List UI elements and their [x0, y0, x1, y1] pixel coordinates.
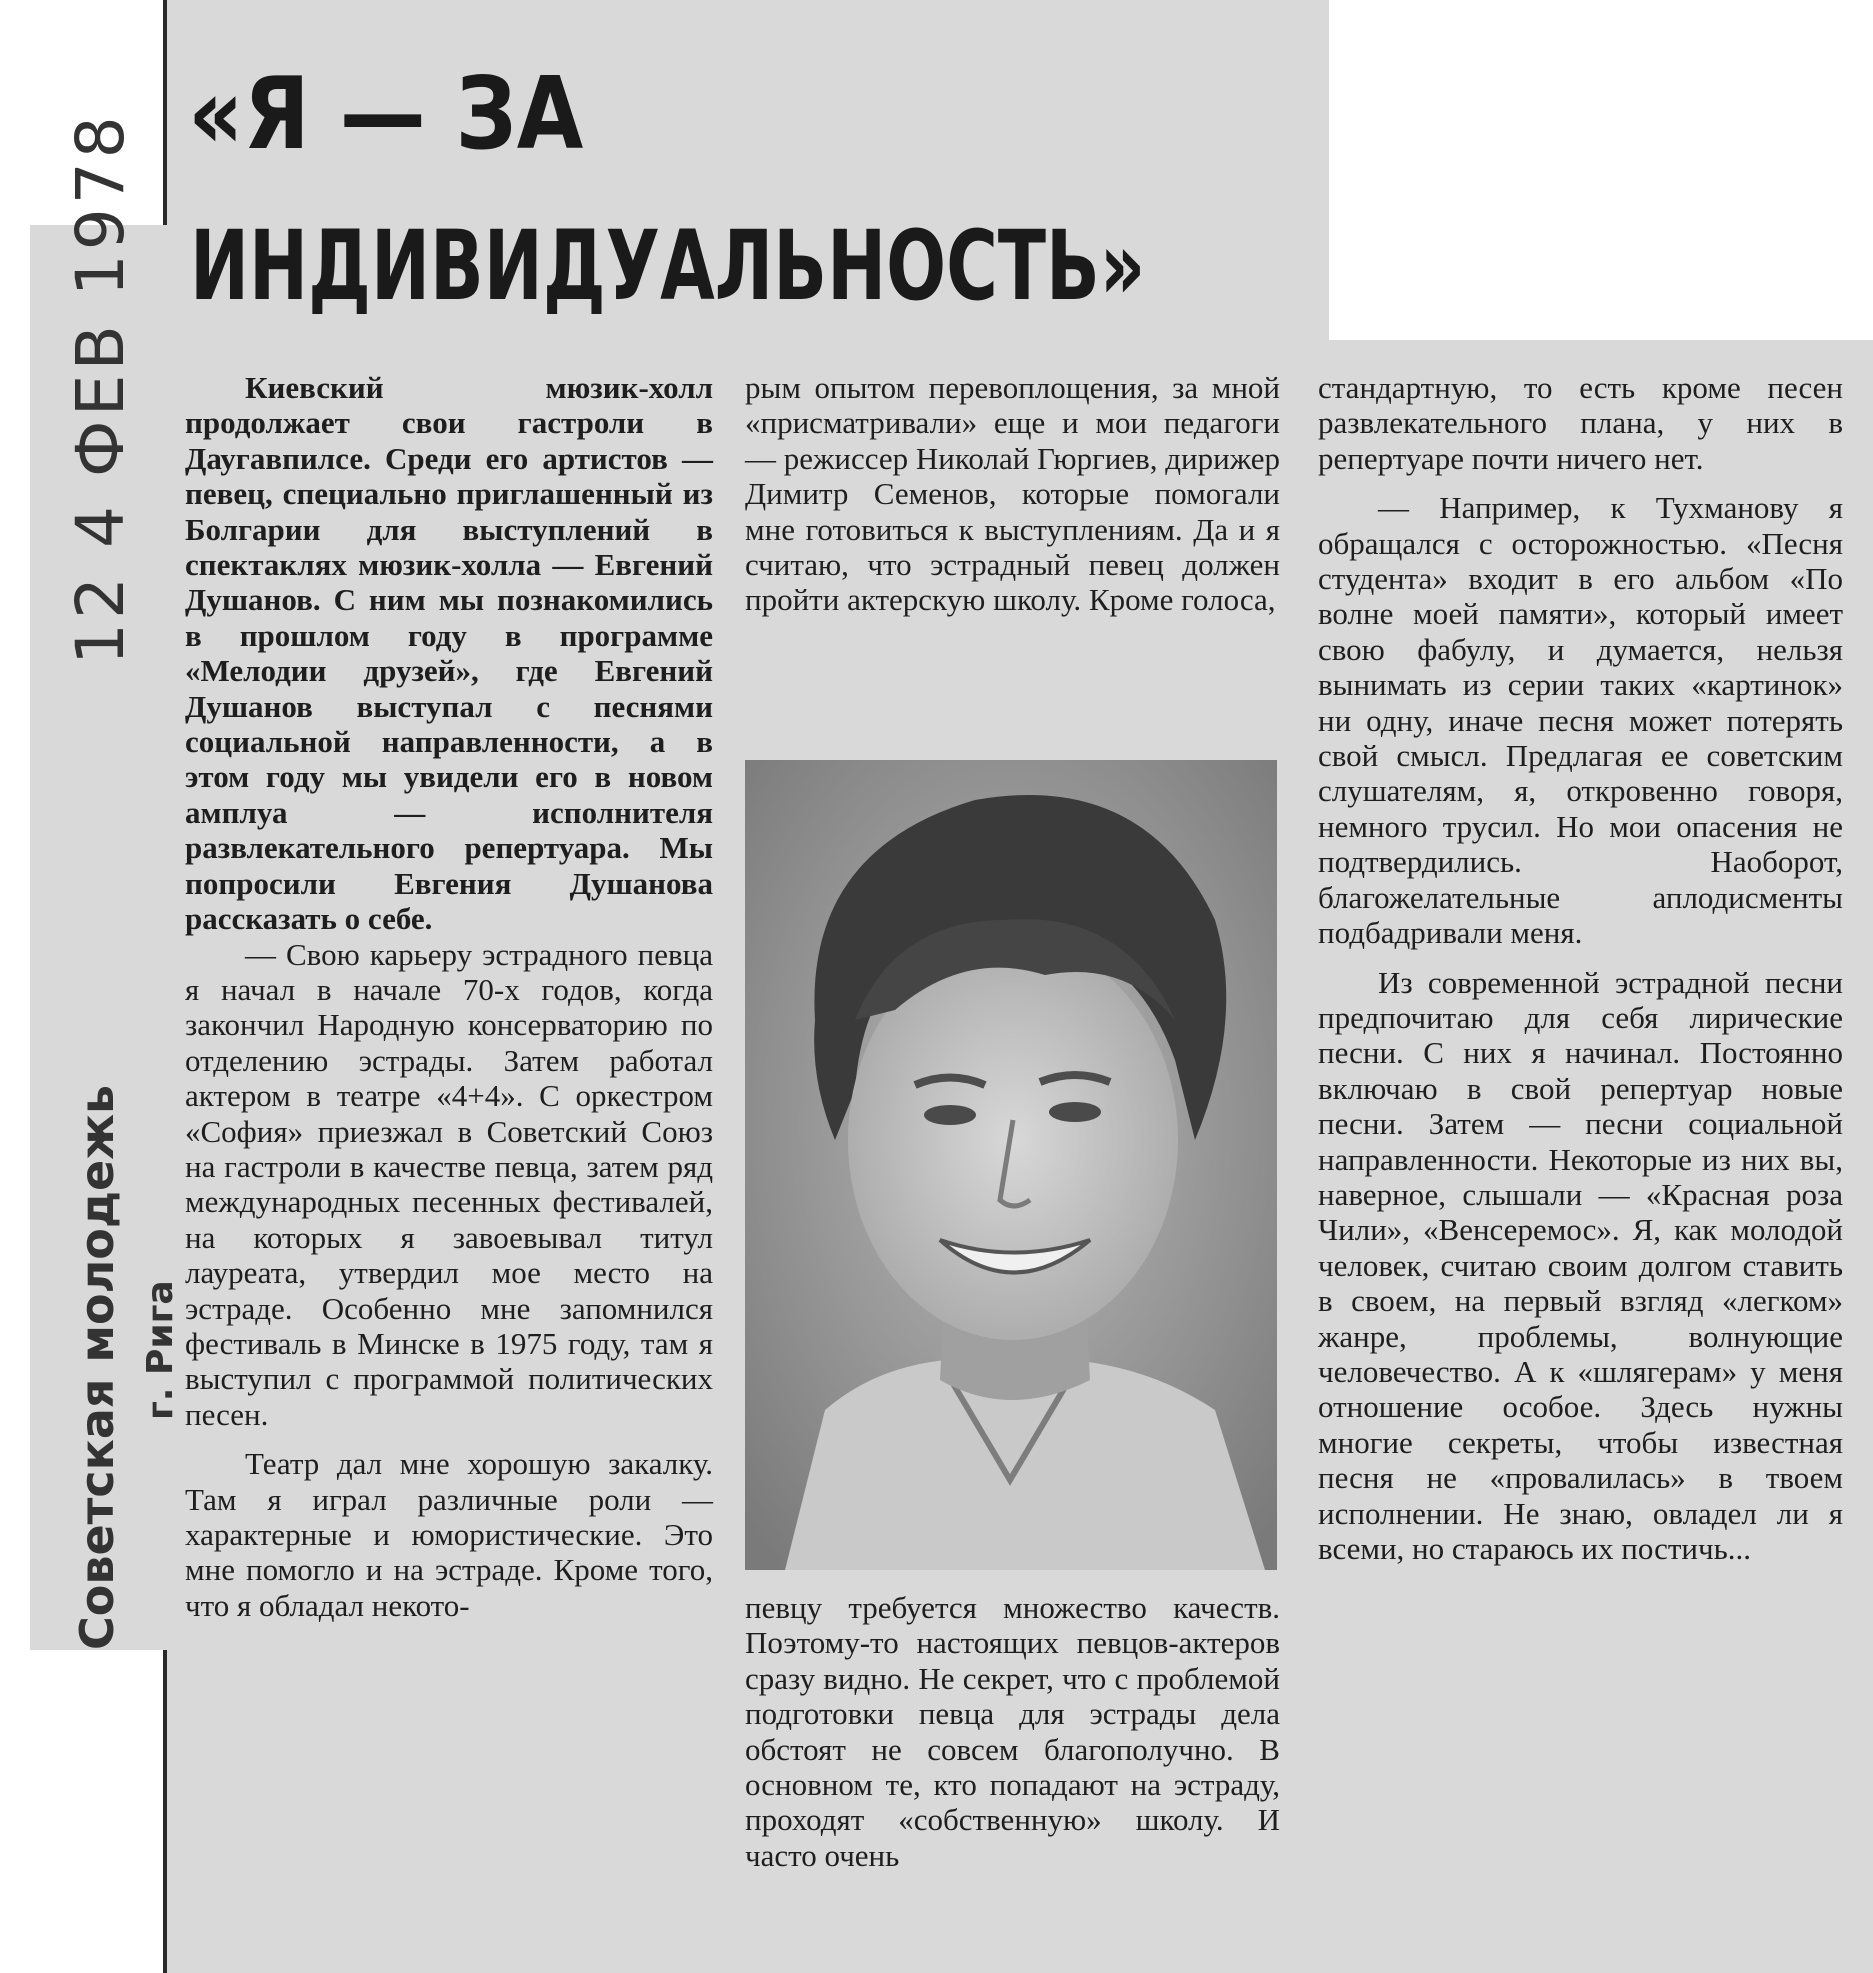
article-column-3: [1318, 370, 1843, 1566]
headline-line-2: ИНДИВИДУАЛЬНОСТЬ»: [190, 210, 1146, 322]
headline-line-1: «Я — ЗА: [188, 55, 584, 172]
article-column-2-bottom: [745, 1590, 1280, 1873]
article-paragraph: — Свою карьеру эстрадного певца я начал в начале 70-х годов, когда закончил Народную консерваторию по отделению эстрады. Затем работал актером в театре «4+4». С оркестром «София» приезжал в Советский Союз на гастроли в качестве певца, затем ряд международных песенных фестивалей, на которых я завоевывал титул лауреата, утвердил мое место на эстраде. Особенно мне запомнился фестиваль в Минске в 1975 году, там я выступил с программой политических песен.: [185, 936, 713, 1432]
source-stamp-city: г. Рига: [140, 1280, 181, 1420]
article-lead: Киевский мюзик-холл продолжает свои гастроли в Даугавпилсе. Среди его артистов — певец, специально приглашенный из Болгарии для выступлений в спектаклях мюзик-холла — Евгений Душанов. С ним мы познакомились в прошлом году в программе «Мелодии друзей», где Евгений Душанов выступал с песнями социальной направленности, а в этом году мы увидели его в новом амплуа — исполнителя развлекательного репертуара. Мы попросили Евгения Душанова рассказать о себе.: [185, 370, 713, 937]
singer-portrait-photo: [745, 760, 1277, 1570]
date-stamp: 12 4 ФЕВ 1978: [62, 112, 139, 665]
article-paragraph: Из современной эстрадной песни предпочитаю для себя лирические песни. С них я начинал. Постоянно включаю в свой репертуар новые песни. Затем — песни социальной направленности. Некоторые из них вы, наверное, слышали — «Красная роза Чили», «Венсеремос». Я, как молодой человек, считаю своим долгом ставить в своем, на первый взгляд «легком» жанре, проблемы, волнующие человечество. А к «шлягерам» у меня отношение особое. Здесь нужны многие секреты, чтобы известная песня не «провалилась» в твоем исполнении. Не знаю, овладел ли я всеми, но стараюсь их постичь...: [1318, 964, 1843, 1566]
article-paragraph: — Например, к Тухманову я обращался с осторожностью. «Песня студента» входит в его альбом «По волне моей памяти», который имеет свою фабулу, и думается, нельзя вынимать из серии таких «картинок» ни одну, иначе песня может потерять свой смысл. Предлагая ее советским слушателям, я, откровенно говоря, немного трусил. Но мои опасения не подтвердились. Наоборот, благожелательные аплодисменты подбадривали меня.: [1318, 490, 1843, 951]
article-paragraph-continued: певцу требуется множество качеств. Поэтому-то настоящих певцов-актеров сразу видно. Не секрет, что с проблемой подготовки певца для эстрады дела обстоят не совсем благополучно. В основном те, кто попадают на эстраду, проходят «собственную» школу. И часто очень: [745, 1590, 1280, 1873]
article-paragraph-continued: стандартную, то есть кроме песен развлекательного плана, у них в репертуаре почти ничего нет.: [1318, 370, 1843, 476]
article-paragraph-continued: рым опытом перевоплощения, за мной «присматривали» еще и мои педагоги — режиссер Николай Гюргиев, дирижер Димитр Семенов, которые помогали мне готовиться к выступлениям. Да и я считаю, что эстрадный певец должен пройти актерскую школу. Кроме голоса,: [745, 370, 1281, 618]
source-stamp: Советская молодежь: [70, 1084, 124, 1650]
article-column-2-top: [745, 370, 1280, 618]
article-paragraph: Театр дал мне хорошую закалку. Там я играл различные роли — характерные и юмористические. Это мне помогло и на эстраде. Кроме того, что я обладал некото-: [185, 1446, 713, 1623]
portrait-image: [745, 760, 1277, 1570]
article-column-1: [185, 370, 713, 1623]
